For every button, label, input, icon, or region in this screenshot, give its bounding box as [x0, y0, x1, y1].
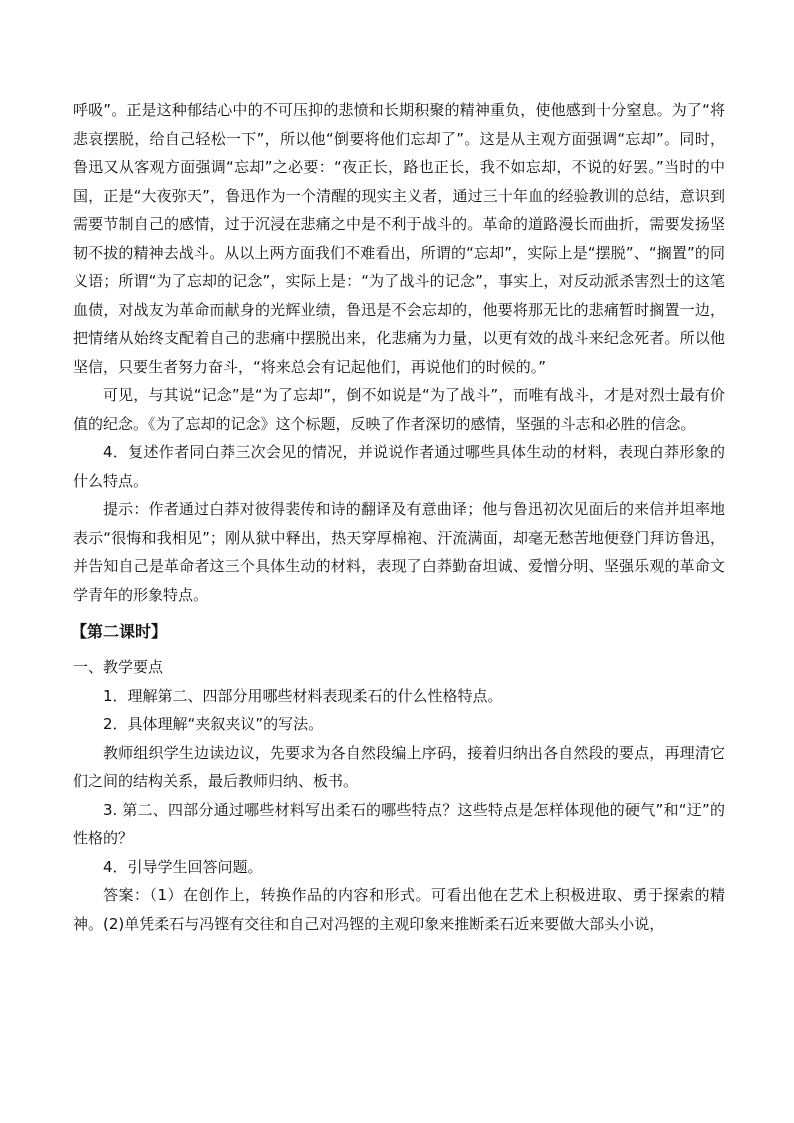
teacher-instructions: 教师组织学生边读边议，先要求为各自然段编上序码，接着归纳出各自然段的要点，再理清它们之间的结构关系，最后教师归纳、板书。 — [73, 743, 725, 790]
document-body — [73, 96, 725, 938]
teaching-point-1: 1．理解第二、四部分用哪些材料表现柔石的什么性格特点。 — [103, 686, 503, 705]
answer-paragraph: 答案：（1）在创作上，转换作品的内容和形式。可看出他在艺术上积极进取、勇于探索的精神。(2)单凭柔石与冯铿有交往和自己对冯铿的主观印象来推断柔石近来要做大部头小说， — [73, 886, 725, 933]
question-3: 3. 第二、四部分通过哪些材料写出柔石的哪些特点？这些特点是怎样体现他的硬气”和“迂”的性格的？ — [73, 800, 725, 847]
teaching-points-title: 一、教学要点 — [73, 658, 164, 676]
teaching-point-2: 2．具体理解“夹叙夹议”的写法。 — [103, 715, 324, 733]
hint-paragraph: 提示：作者通过白莽对彼得裴传和诗的翻译及有意曲译；他与鲁迅初次见面后的来信并坦率地表示“很悔和我相见”；刚从狱中释出，热天穿厚棉袍、汗流满面，却毫无愁苦地便登门拜访鲁迅，并告知自己是革命者这三个具体生动的材料，表现了白莽勤奋坦诚、爱憎分明、坚强乐观的革命文学青年的形象特点。 — [73, 500, 725, 604]
guide-answer-step: 4．引导学生回答问题。 — [103, 857, 263, 876]
paragraph-forgetting-analysis: 呼吸”。正是这种郁结心中的不可压抑的悲愤和长期积聚的精神重负，使他感到十分窒息。为了“将悲哀摆脱，给自己轻松一下”，所以他“倒要将他们忘却了”。这是从主观方面强调“忘却”。同时，鲁迅又从客观方面强调“忘却”之必要：“夜正长，路也正长，我不如忘却，不说的好罢。”当时的中国，正是“大夜弥天”，鲁迅作为一个清醒的现实主义者，通过三十年血的经验教训的总结，意识到需要节制自己的感情，过于沉浸在悲痛之中是不利于战斗的。革命的道路漫长而曲折，需要发扬坚韧不拔的精神去战斗。从以上两方面我们不难看出，所谓的“忘却”，实际上是“摆脱”、“搁置”的同义语；所谓“为了忘却的记念”，实际上是：“为了战斗的记念”，事实上，对反动派杀害烈士的这笔血债，对战友为革命而献身的光辉业绩，鲁迅是不会忘却的，他要将那无比的悲痛暂时搁置一边，把情绪从始终支配着自己的悲痛中摆脱出来，化悲痛为力量，以更有效的战斗来纪念死者。所以他坚信，只要生者努力奋斗，“将来总会有记起他们，再说他们的时候的。” — [73, 101, 725, 376]
question-4: 4．复述作者同白莽三次会见的情况，并说说作者通过哪些具体生动的材料，表现白莽形象的什么特点。 — [73, 443, 725, 490]
paragraph-conclusion: 可见，与其说“记念”是“为了忘却”，倒不如说是“为了战斗”，而唯有战斗，才是对烈士最有价值的纪念。《为了忘却的记念》这个标题，反映了作者深切的感情，坚强的斗志和必胜的信念。 — [73, 386, 725, 433]
section-heading: 【第二课时】 — [71, 622, 168, 641]
